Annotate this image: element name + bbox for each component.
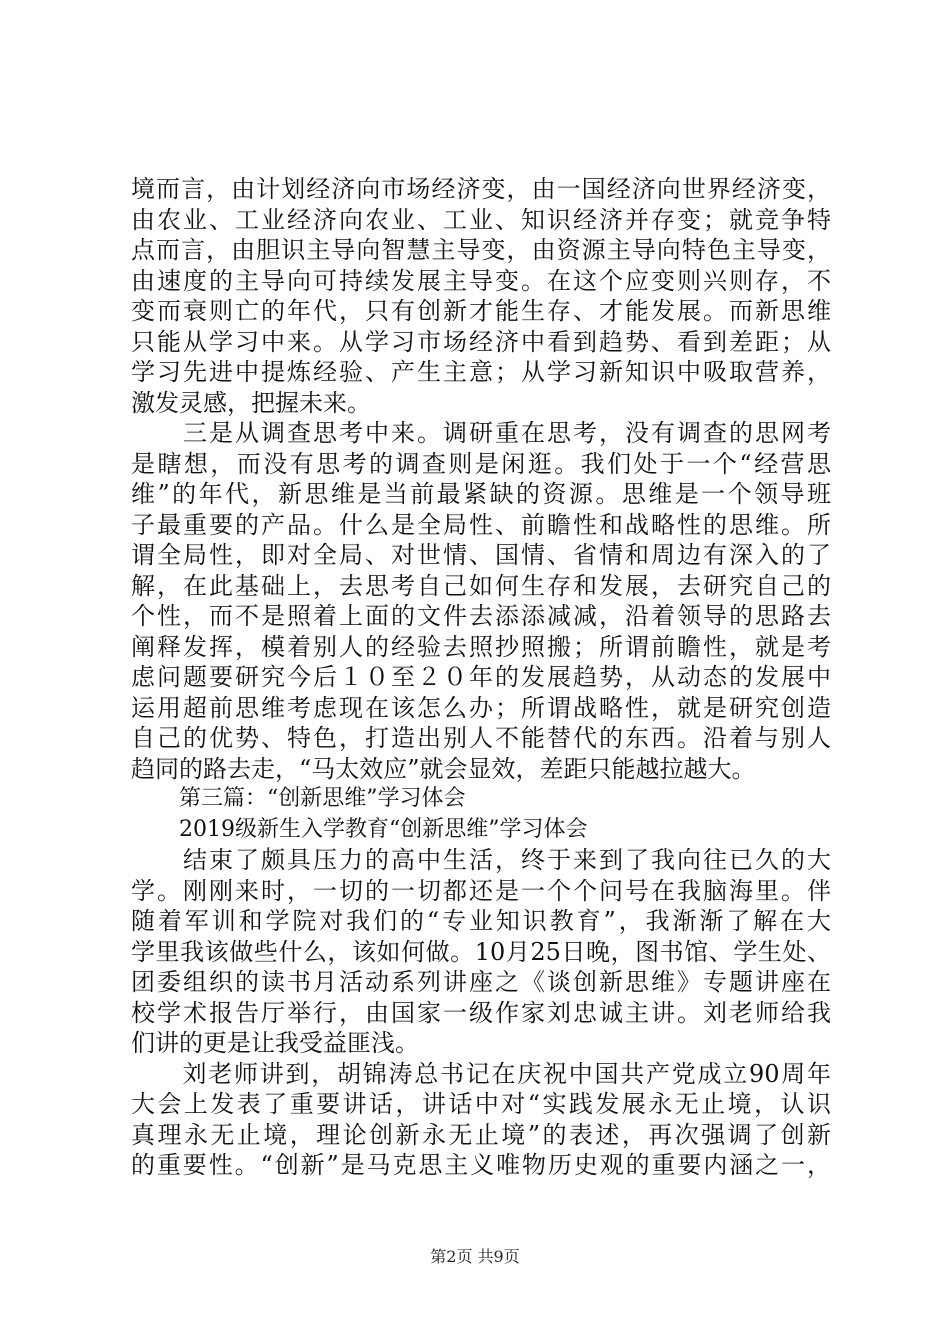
- text-line: 校学术报告厅举行，由国家一级作家刘忠诚主讲。刘老师给我: [131, 998, 831, 1027]
- section-heading: 第三篇：“创新思维”学习体会: [179, 786, 466, 811]
- text-line: 三是从调查思考中来。调研重在思考，没有调查的思网考: [131, 419, 831, 447]
- text-line: 维”的年代，新思维是当前最紧缺的资源。思维是一个领导班: [131, 480, 831, 508]
- text-line: 由农业、工业经济向农业、工业、知识经济并存变；就竞争特: [131, 205, 831, 234]
- text-line: 子最重要的产品。什么是全局性、前瞻性和战略性的思维。所: [131, 510, 831, 539]
- text-line: 是瞎想，而没有思考的调查则是闲逛。我们处于一个“经营思: [131, 449, 831, 478]
- text-line: 学里我该做些什么，该如何做。10月25日晚，图书馆、学生处、: [131, 937, 831, 966]
- document-body: [131, 174, 831, 1181]
- text-line: 团委组织的读书月活动系列讲座之《谈创新思维》专题讲座在: [131, 968, 831, 996]
- text-line: 学。刚刚来时，一切的一切都还是一个个问号在我脑海里。伴: [131, 876, 831, 905]
- text-line: 境而言，由计划经济向市场经济变，由一国经济向世界经济变，: [131, 175, 831, 203]
- text-line: 谓全局性，即对全局、对世情、国情、省情和周边有深入的了: [131, 541, 831, 569]
- text-line: 大会上发表了重要讲话，讲话中对“实践发展永无止境，认识: [131, 1090, 831, 1118]
- text-line: 点而言，由胆识主导向智慧主导变，由资源主导向特色主导变，: [131, 236, 831, 264]
- text-line: 个性，而不是照着上面的文件去添添减减，沿着领导的思路去: [131, 602, 831, 630]
- text-line: 真理永无止境，理论创新永无止境”的表述，再次强调了创新: [131, 1120, 831, 1149]
- text-line: 运用超前思维考虑现在该怎么办；所谓战略性，就是研究创造: [131, 693, 831, 722]
- text-line: 的重要性。“创新”是马克思主义唯物历史观的重要内涵之一，: [131, 1151, 831, 1179]
- text-line: 刘老师讲到，胡锦涛总书记在庆祝中国共产党成立90周年: [131, 1059, 831, 1088]
- text-line: 解，在此基础上，去思考自己如何生存和发展，去研究自己的: [131, 571, 831, 600]
- text-line: 激发灵感，把握未来。: [131, 388, 371, 417]
- text-line: 只能从学习中来。从学习市场经济中看到趋势、看到差距；从: [131, 327, 831, 356]
- page-indicator: 第2页 共9页: [430, 1247, 520, 1266]
- text-line: 随着军训和学院对我们的“专业知识教育”，我渐渐了解在大: [131, 907, 831, 935]
- text-line: 变而衰则亡的年代，只有创新才能生存、才能发展。而新思维: [131, 297, 831, 325]
- text-line: 们讲的更是让我受益匪浅。: [131, 1029, 419, 1057]
- text-line: 自己的优势、特色，打造出别人不能替代的东西。沿着与别人: [131, 724, 831, 752]
- section-subheading: 2019级新生入学教育“创新思维”学习体会: [179, 816, 588, 842]
- text-line: 阐释发挥，模着别人的经验去照抄照搬；所谓前瞻性，就是考: [131, 632, 831, 661]
- text-line: 学习先进中提炼经验、产生主意；从学习新知识中吸取营养，: [131, 358, 831, 386]
- text-line: 趋同的路去走，“马太效应”就会显效，差距只能越拉越大。: [131, 754, 756, 783]
- text-line: 结束了颇具压力的高中生活，终于来到了我向往已久的大: [131, 846, 831, 874]
- text-line: 虑问题要研究今后１０至２０年的发展趋势，从动态的发展中: [131, 663, 831, 691]
- text-line: 由速度的主导向可持续发展主导变。在这个应变则兴则存，不: [131, 266, 831, 295]
